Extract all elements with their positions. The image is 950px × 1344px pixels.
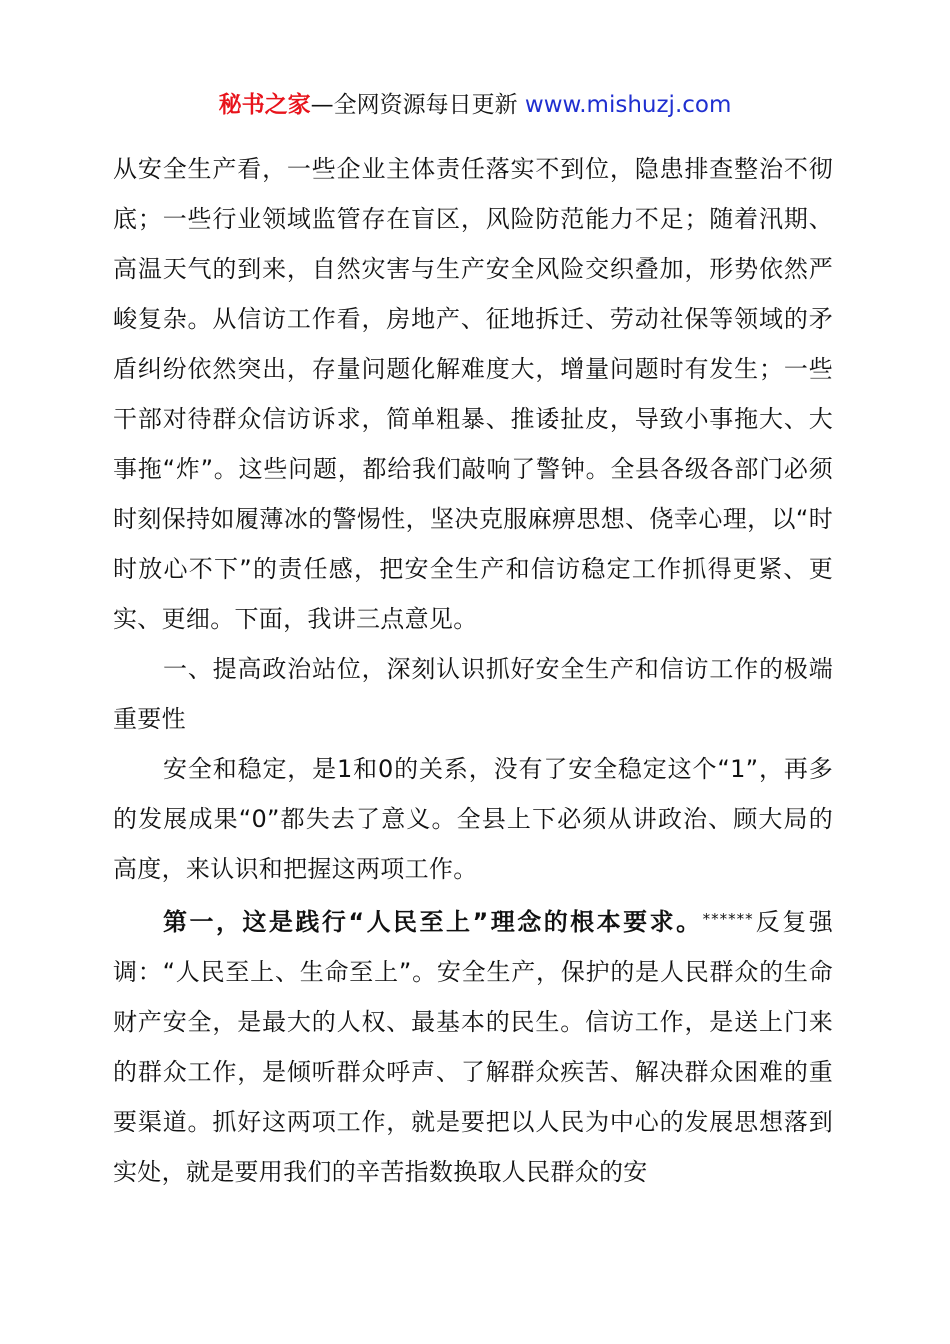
first-point-lead: 第一，这是践行“人民至上”理念的根本要求。: [163, 908, 703, 936]
header-tagline: —全网资源每日更新: [310, 92, 525, 118]
document-body: [113, 144, 833, 1197]
first-point-body: 反复强调：“人民至上、生命至上”。安全生产，保护的是人民群众的生命财产安全，是最大的人权、最基本的民生。信访工作，是送上门来的群众工作，是倾听群众呼声、了解群众疾苦、解决群众困难的重要渠道。抓好这两项工作，就是要把以人民为中心的发展思想落到实处，就是要用我们的辛苦指数换取人民群众的安: [113, 908, 833, 1186]
header-site-url: www.mishuzj.com: [524, 92, 732, 118]
paragraph-first-point: [113, 894, 833, 1197]
paragraph-safety-stability: 安全和稳定，是1和0的关系，没有了安全稳定这个“1”，再多的发展成果“0”都失去了意义。全县上下必须从讲政治、顾大局的高度，来认识和把握这两项工作。: [113, 755, 833, 883]
header-brand: 秘书之家: [218, 92, 311, 118]
paragraph-intro: 从安全生产看，一些企业主体责任落实不到位，隐患排查整治不彻底；一些行业领域监管存在盲区，风险防范能力不足；随着汛期、高温天气的到来，自然灾害与生产安全风险交织叠加，形势依然严峻复杂。从信访工作看，房地产、征地拆迁、劳动社保等领域的矛盾纠纷依然突出，存量问题化解难度大，增量问题时有发生；一些干部对待群众信访诉求，简单粗暴、推诿扯皮，导致小事拖大、大事拖“炸”。这些问题，都给我们敲响了警钟。全县各级各部门必须时刻保持如履薄冰的警惕性，坚决克服麻痹思想、侥幸心理，以“时时放心不下”的责任感，把安全生产和信访稳定工作抓得更紧、更实、更细。下面，我讲三点意见。: [113, 155, 833, 633]
section-heading-1: 一、提高政治站位，深刻认识抓好安全生产和信访工作的极端重要性: [113, 655, 833, 733]
redacted-stars: ******: [702, 910, 754, 928]
page-header: [0, 88, 950, 122]
